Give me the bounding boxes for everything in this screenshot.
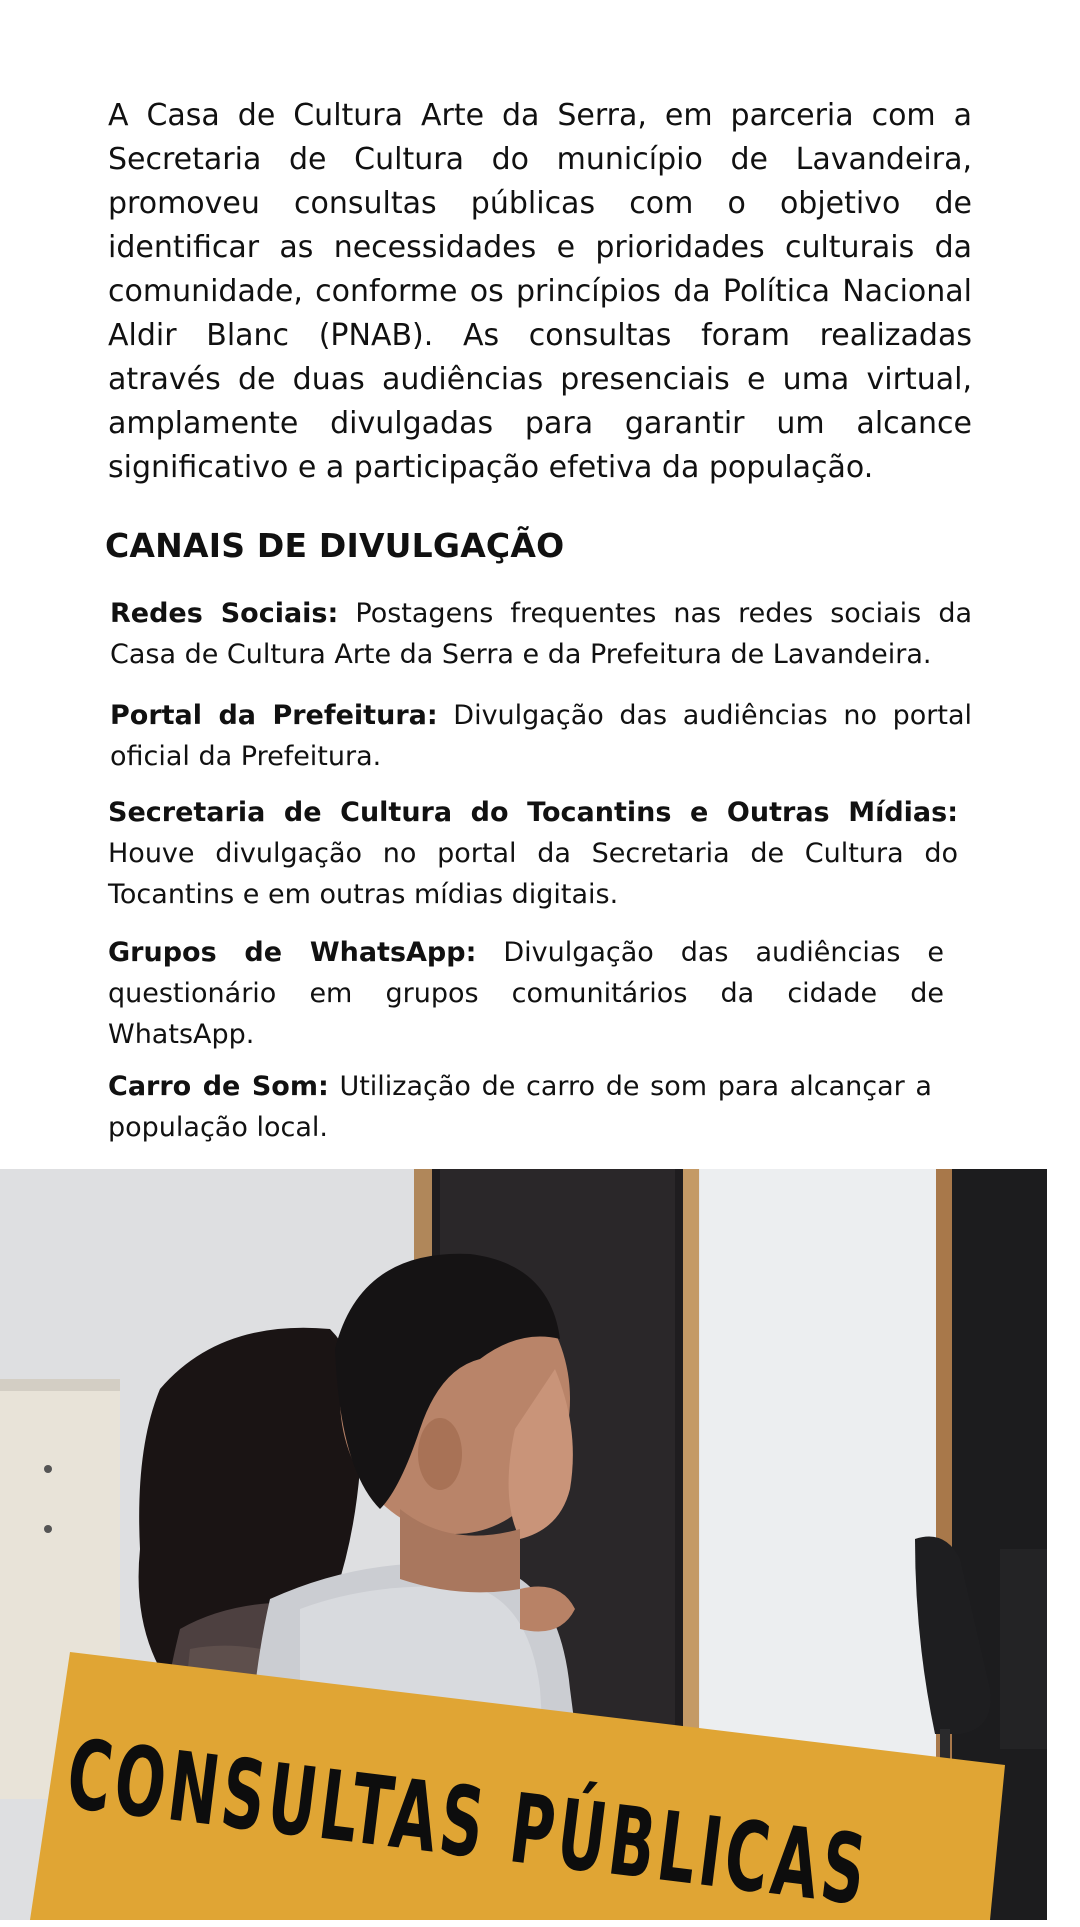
channel-item: [110, 593, 972, 675]
channel-title: Grupos de WhatsApp:: [108, 937, 477, 968]
section-heading: CANAIS DE DIVULGAÇÃO: [105, 526, 565, 565]
channel-text: Divulgação das audiências no portal oficial da Prefeitura.: [110, 700, 972, 772]
channel-text: Utilização de carro de som para alcançar a população local.: [108, 1071, 932, 1143]
channel-item: [110, 695, 972, 777]
channel-text: Houve divulgação no portal da Secretaria de Cultura do Tocantins e em outras mídias digitais.: [108, 838, 958, 910]
channel-item: [108, 1066, 932, 1148]
intro-paragraph: A Casa de Cultura Arte da Serra, em parceria com a Secretaria de Cultura do município de Lavandeira, promoveu consultas públicas com o objetivo de identificar as necessidades e prioridades culturais da comunidade, conforme os princípios da Política Nacional Aldir Blanc (PNAB). As consultas foram realizadas através de duas audiências presenciais e uma virtual, amplamente divulgadas para garantir um alcance significativo e a participação efetiva da população.: [108, 98, 972, 485]
channel-title: Carro de Som:: [108, 1071, 329, 1102]
channel-title: Portal da Prefeitura:: [110, 700, 438, 731]
channel-text: Postagens frequentes nas redes sociais da Casa de Cultura Arte da Serra e da Prefeitura de Lavandeira.: [110, 598, 973, 670]
channel-text: Divulgação das audiências e questionário em grupos comunitários da cidade de WhatsApp.: [108, 937, 944, 1050]
banner-title: CONSULTAS PÚBLICAS: [61, 1718, 875, 1927]
channel-title: Secretaria de Cultura do Tocantins e Outras Mídias:: [108, 797, 958, 828]
channel-title: Redes Sociais:: [110, 598, 339, 629]
channel-item: [108, 792, 958, 915]
channel-item: [108, 932, 944, 1055]
